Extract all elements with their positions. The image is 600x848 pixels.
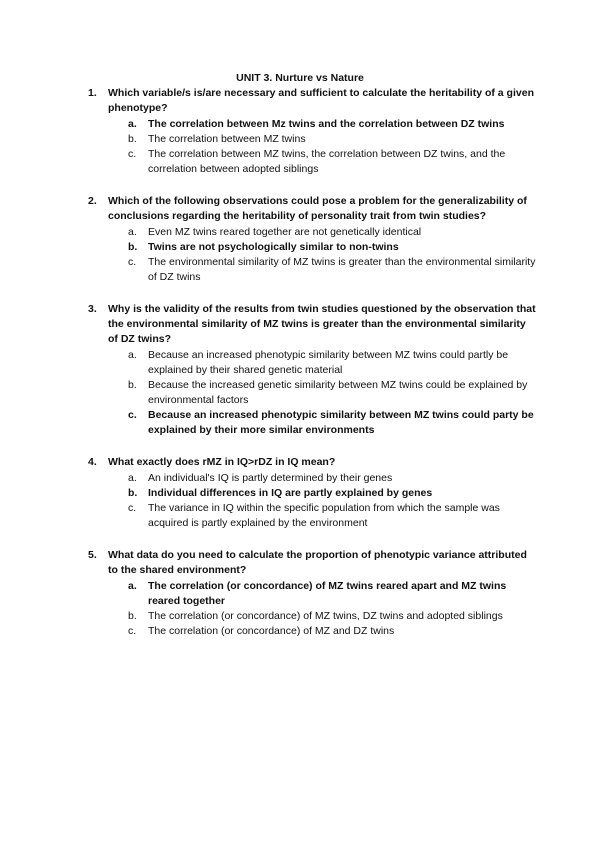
answer-option bbox=[88, 609, 538, 624]
option-text: The variance in IQ within the specific population from which the sample was acquired is partly explained by the environment bbox=[148, 502, 500, 529]
option-text: The correlation (or concordance) of MZ twins reared apart and MZ twins reared together bbox=[148, 580, 507, 607]
question-text: Which variable/s is/are necessary and sufficient to calculate the heritability of a given phenotype? bbox=[108, 87, 534, 114]
option-letter: c. bbox=[128, 502, 137, 514]
question-number: 2. bbox=[88, 195, 97, 207]
answer-option bbox=[88, 408, 538, 438]
option-letter: a. bbox=[128, 472, 137, 484]
option-letter: c. bbox=[128, 256, 137, 268]
option-letter: a. bbox=[128, 580, 137, 592]
answer-option bbox=[88, 579, 538, 609]
answer-option bbox=[88, 486, 538, 501]
question-heading bbox=[88, 455, 538, 470]
question-heading bbox=[88, 548, 538, 578]
option-text: Individual differences in IQ are partly explained by genes bbox=[148, 487, 433, 499]
question-number: 5. bbox=[88, 549, 97, 561]
option-letter: c. bbox=[128, 409, 137, 421]
option-list bbox=[88, 348, 538, 438]
answer-option bbox=[88, 117, 538, 132]
option-text: Because an increased phenotypic similarity between MZ twins could party be explained by their more similar environments bbox=[148, 409, 534, 436]
question-5 bbox=[88, 548, 538, 639]
question-1 bbox=[88, 86, 538, 177]
answer-option bbox=[88, 378, 538, 408]
answer-option bbox=[88, 132, 538, 147]
option-text: The correlation between MZ twins bbox=[148, 133, 306, 145]
question-text: What exactly does rMZ in IQ>rDZ in IQ mean? bbox=[108, 456, 336, 468]
answer-option bbox=[88, 255, 538, 285]
option-letter: b. bbox=[128, 487, 138, 499]
option-letter: b. bbox=[128, 610, 137, 622]
option-letter: b. bbox=[128, 241, 138, 253]
option-text: Because the increased genetic similarity between MZ twins could be explained by environmental factors bbox=[148, 379, 528, 406]
answer-option bbox=[88, 225, 538, 240]
option-text: Twins are not psychologically similar to non-twins bbox=[148, 241, 399, 253]
answer-option bbox=[88, 471, 538, 486]
answer-option bbox=[88, 348, 538, 378]
answer-option bbox=[88, 501, 538, 531]
answer-option bbox=[88, 147, 538, 177]
question-number: 3. bbox=[88, 303, 97, 315]
option-text: The correlation between Mz twins and the correlation between DZ twins bbox=[148, 118, 505, 130]
option-text: Even MZ twins reared together are not genetically identical bbox=[148, 226, 422, 238]
question-list bbox=[88, 86, 538, 656]
question-number: 1. bbox=[88, 87, 97, 99]
question-text: Which of the following observations could pose a problem for the generalizability of conclusions regarding the heritability of personality trait from twin studies? bbox=[108, 195, 527, 222]
answer-option bbox=[88, 240, 538, 255]
option-list bbox=[88, 579, 538, 639]
option-letter: c. bbox=[128, 625, 137, 637]
question-2 bbox=[88, 194, 538, 285]
answer-option bbox=[88, 624, 538, 639]
option-text: An individual's IQ is partly determined by their genes bbox=[148, 472, 393, 484]
option-letter: a. bbox=[128, 349, 137, 361]
page-title: UNIT 3. Nurture vs Nature bbox=[236, 72, 364, 84]
question-text: Why is the validity of the results from twin studies questioned by the observation that the environmental similarity of MZ twins is greater than the environmental similarity of DZ twins? bbox=[108, 303, 536, 345]
option-text: The correlation between MZ twins, the correlation between DZ twins, and the correlation between adopted siblings bbox=[148, 148, 506, 175]
option-letter: a. bbox=[128, 226, 137, 238]
question-heading bbox=[88, 194, 538, 224]
option-list bbox=[88, 225, 538, 285]
option-list bbox=[88, 117, 538, 177]
option-list bbox=[88, 471, 538, 531]
question-3 bbox=[88, 302, 538, 438]
question-heading bbox=[88, 302, 538, 347]
option-letter: a. bbox=[128, 118, 137, 130]
option-letter: c. bbox=[128, 148, 137, 160]
option-text: Because an increased phenotypic similarity between MZ twins could partly be explained by their shared genetic material bbox=[148, 349, 509, 376]
question-text: What data do you need to calculate the proportion of phenotypic variance attributed to the shared environment? bbox=[108, 549, 527, 576]
option-text: The correlation (or concordance) of MZ twins, DZ twins and adopted siblings bbox=[148, 610, 503, 622]
question-heading bbox=[88, 86, 538, 116]
option-text: The environmental similarity of MZ twins is greater than the environmental similarity of DZ twins bbox=[148, 256, 536, 283]
option-letter: b. bbox=[128, 379, 137, 391]
option-text: The correlation (or concordance) of MZ and DZ twins bbox=[148, 625, 395, 637]
option-letter: b. bbox=[128, 133, 137, 145]
question-4 bbox=[88, 455, 538, 531]
question-number: 4. bbox=[88, 456, 97, 468]
